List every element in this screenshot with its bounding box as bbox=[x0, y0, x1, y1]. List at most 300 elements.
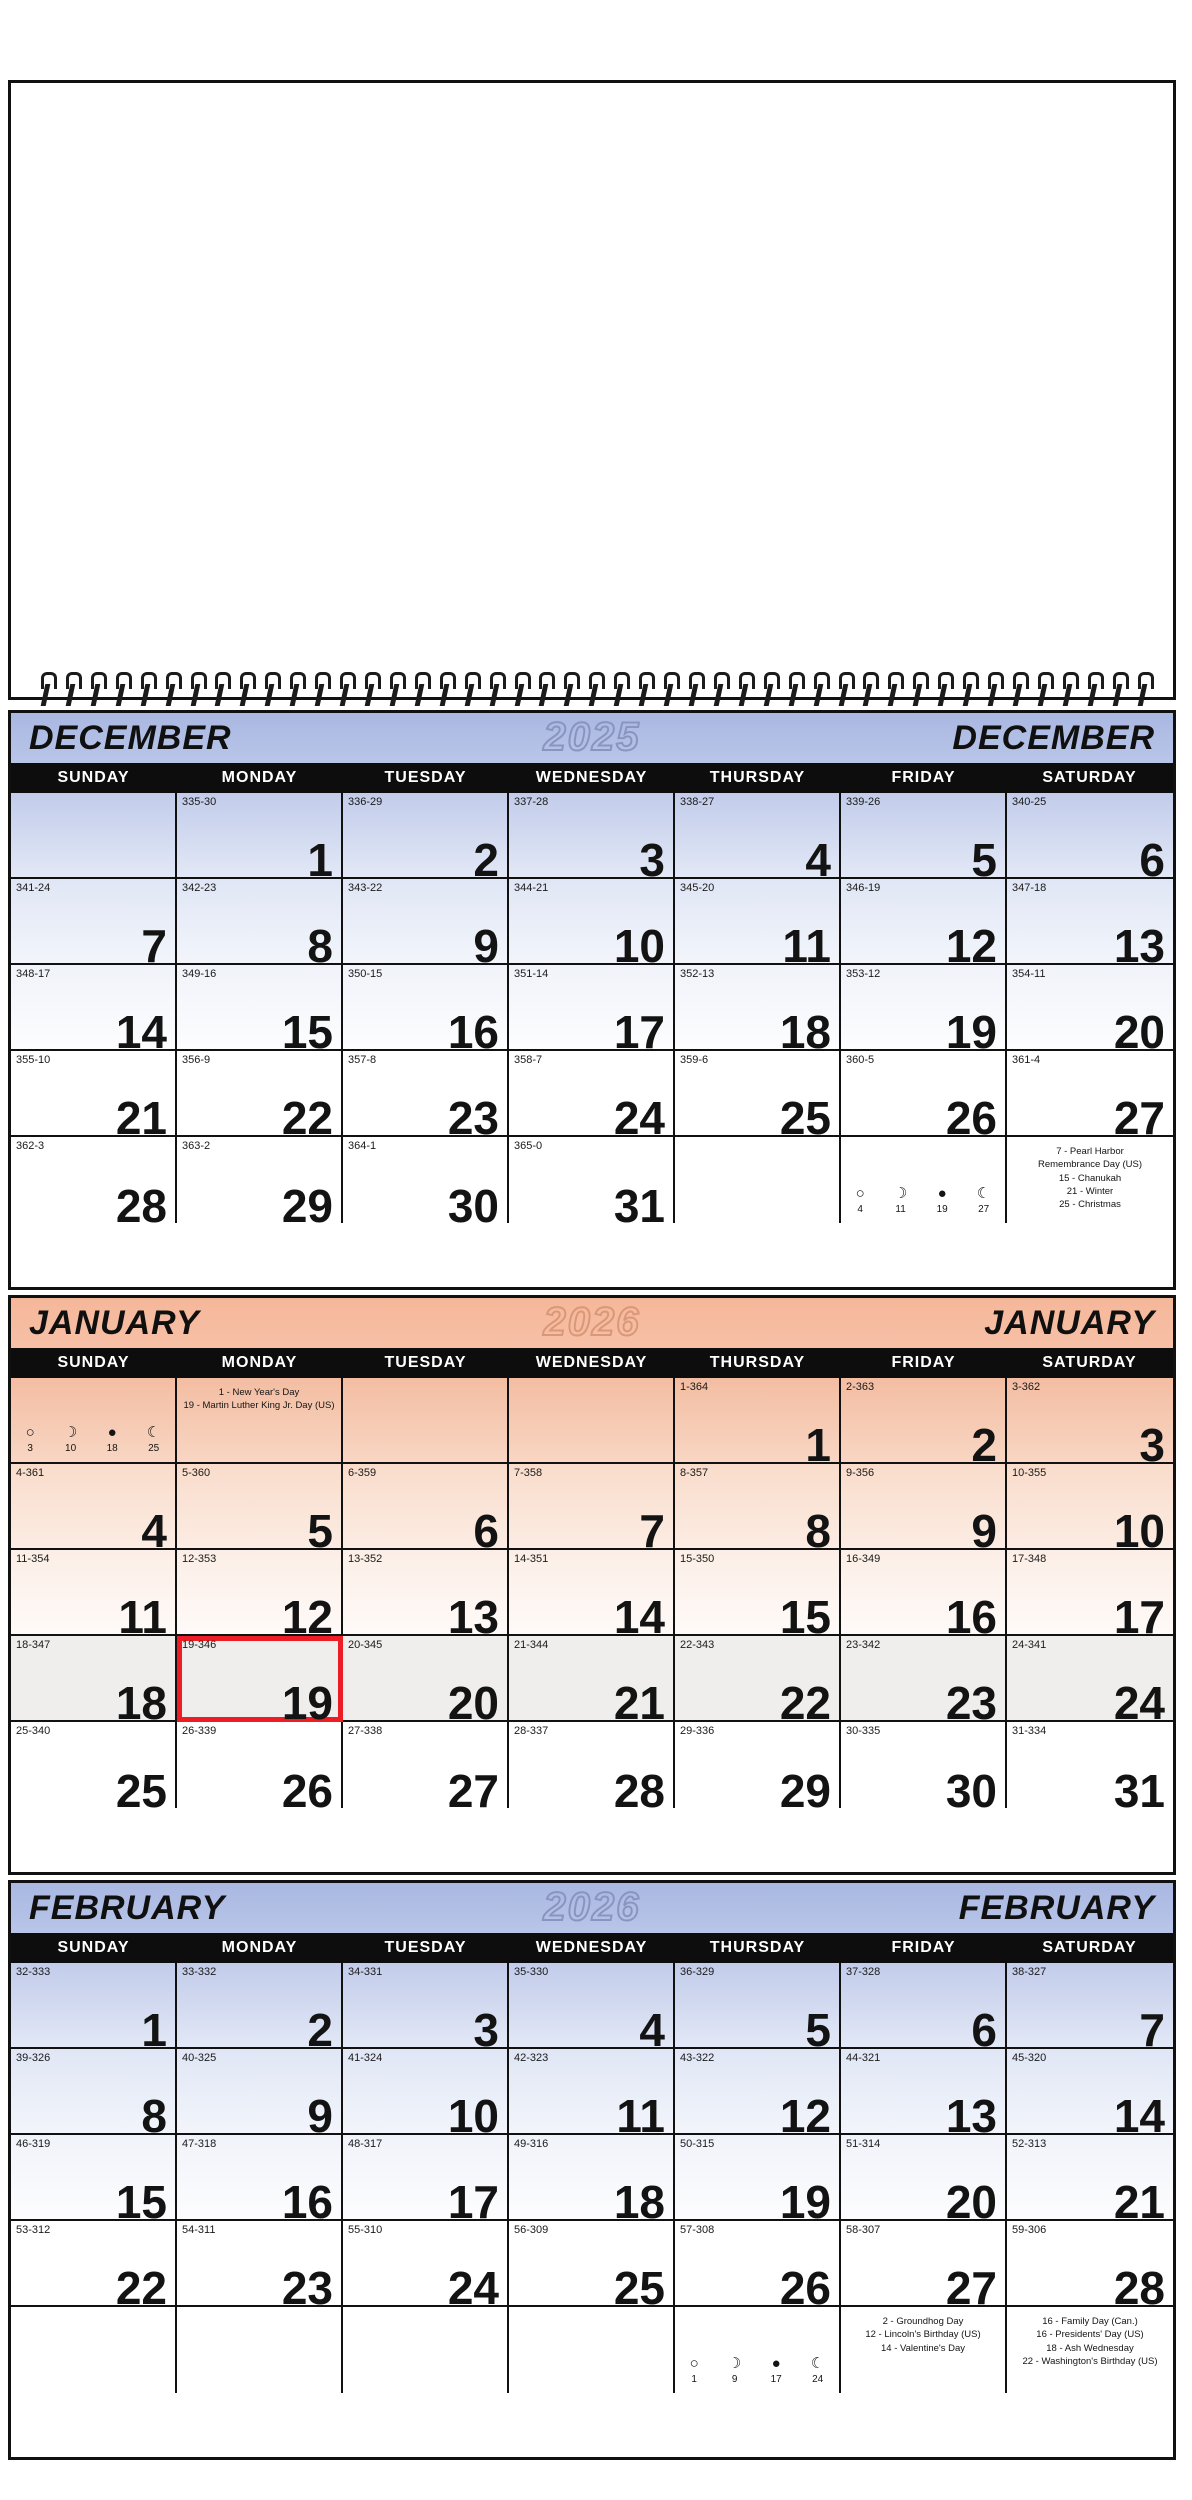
day-number: 10 bbox=[447, 2090, 499, 2135]
day-cell[interactable] bbox=[841, 1378, 1007, 1464]
moon-phase-icon: ☽ bbox=[893, 1185, 908, 1202]
day-number: 31 bbox=[613, 1180, 665, 1223]
julian-date-label: 37-328 bbox=[846, 1966, 881, 1978]
day-cell[interactable] bbox=[675, 1464, 841, 1550]
julian-date-label: 365-0 bbox=[514, 1140, 543, 1152]
day-cell[interactable] bbox=[841, 2221, 1007, 2307]
day-cell[interactable] bbox=[1007, 1550, 1173, 1636]
julian-date-label: 55-310 bbox=[348, 2224, 383, 2236]
spiral-coil-icon bbox=[962, 672, 975, 706]
spiral-coil-icon bbox=[987, 672, 1000, 706]
moon-phase-icon: ○ bbox=[689, 2355, 699, 2372]
day-cell[interactable] bbox=[675, 1378, 841, 1464]
julian-date-label: 35-330 bbox=[514, 1966, 549, 1978]
day-number: 1 bbox=[805, 1419, 831, 1464]
day-cell[interactable] bbox=[509, 1137, 675, 1223]
day-number: 20 bbox=[945, 2176, 997, 2221]
day-cell[interactable] bbox=[343, 965, 509, 1051]
julian-date-label: 2-363 bbox=[846, 1381, 875, 1393]
spiral-coil-icon bbox=[489, 672, 502, 706]
weekday-header-wednesday: WEDNESDAY bbox=[509, 763, 675, 793]
day-cell[interactable] bbox=[343, 2221, 509, 2307]
spiral-coil-icon bbox=[514, 672, 527, 706]
day-cell[interactable] bbox=[1007, 965, 1173, 1051]
day-cell[interactable] bbox=[509, 1722, 675, 1808]
spiral-coil-icon bbox=[813, 672, 826, 706]
day-number: 4 bbox=[639, 2004, 665, 2049]
day-cell[interactable] bbox=[1007, 1722, 1173, 1808]
moon-phase-item bbox=[856, 1186, 865, 1215]
day-number: 5 bbox=[307, 1505, 333, 1550]
day-number: 21 bbox=[1113, 2176, 1165, 2221]
weekday-header-thursday: THURSDAY bbox=[675, 1348, 841, 1378]
moon-phase-item bbox=[107, 1425, 118, 1454]
info-cell bbox=[675, 1137, 841, 1223]
julian-date-label: 362-3 bbox=[16, 1140, 45, 1152]
day-number: 3 bbox=[473, 2004, 499, 2049]
day-cell[interactable] bbox=[1007, 2221, 1173, 2307]
day-cell[interactable] bbox=[177, 965, 343, 1051]
day-cell[interactable] bbox=[11, 2221, 177, 2307]
day-number: 21 bbox=[115, 1092, 167, 1137]
julian-date-label: 58-307 bbox=[846, 2224, 881, 2236]
month-name-left: FEBRUARY bbox=[29, 1888, 226, 1927]
julian-date-label: 49-316 bbox=[514, 2138, 549, 2150]
day-number: 22 bbox=[281, 1092, 333, 1137]
day-number: 28 bbox=[1113, 2262, 1165, 2307]
day-number: 10 bbox=[613, 920, 665, 965]
day-number: 8 bbox=[141, 2090, 167, 2135]
julian-date-label: 46-319 bbox=[16, 2138, 51, 2150]
day-number: 13 bbox=[447, 1591, 499, 1636]
day-cell[interactable] bbox=[675, 879, 841, 965]
day-cell[interactable] bbox=[1007, 1963, 1173, 2049]
month-block-february bbox=[8, 1880, 1176, 2460]
spiral-coil-icon bbox=[464, 672, 477, 706]
moon-phase-day: 27 bbox=[978, 1204, 990, 1215]
day-number: 4 bbox=[141, 1505, 167, 1550]
holiday-note: 1 - New Year's Day 19 - Martin Luther King Jr. Day (US) bbox=[183, 1387, 335, 1412]
moon-phase-day: 24 bbox=[812, 2374, 824, 2385]
day-cell[interactable] bbox=[675, 2135, 841, 2221]
julian-date-label: 40-325 bbox=[182, 2052, 217, 2064]
spiral-coil-icon bbox=[862, 672, 875, 706]
julian-date-label: 13-352 bbox=[348, 1553, 383, 1565]
julian-date-label: 349-16 bbox=[182, 968, 217, 980]
day-number: 3 bbox=[639, 834, 665, 879]
julian-date-label: 6-359 bbox=[348, 1467, 377, 1479]
day-number: 25 bbox=[779, 1092, 831, 1137]
day-number: 11 bbox=[118, 1591, 167, 1636]
info-cell bbox=[509, 2307, 675, 2393]
day-cell[interactable] bbox=[1007, 2135, 1173, 2221]
month-block-january bbox=[8, 1295, 1176, 1875]
weekday-header-tuesday: TUESDAY bbox=[343, 1933, 509, 1963]
moon-phase-item bbox=[147, 1425, 160, 1454]
julian-date-label: 353-12 bbox=[846, 968, 881, 980]
day-cell[interactable] bbox=[177, 2221, 343, 2307]
day-cell[interactable] bbox=[11, 2135, 177, 2221]
julian-date-label: 345-20 bbox=[680, 882, 715, 894]
day-cell[interactable] bbox=[11, 1051, 177, 1137]
julian-date-label: 339-26 bbox=[846, 796, 881, 808]
day-cell[interactable] bbox=[841, 1550, 1007, 1636]
moon-phase-row bbox=[11, 1425, 175, 1454]
spiral-coil-icon bbox=[638, 672, 651, 706]
weekday-header-wednesday: WEDNESDAY bbox=[509, 1348, 675, 1378]
moon-phase-day: 17 bbox=[770, 2374, 782, 2385]
moon-phase-item bbox=[728, 2356, 741, 2385]
day-cell[interactable] bbox=[177, 879, 343, 965]
julian-date-label: 48-317 bbox=[348, 2138, 383, 2150]
moon-phase-day: 25 bbox=[148, 1443, 160, 1454]
day-cell[interactable] bbox=[343, 1137, 509, 1223]
day-cell[interactable] bbox=[509, 1550, 675, 1636]
day-number: 29 bbox=[779, 1765, 831, 1808]
day-cell[interactable] bbox=[11, 965, 177, 1051]
weekday-header-wednesday: WEDNESDAY bbox=[509, 1933, 675, 1963]
day-number: 17 bbox=[447, 2176, 499, 2221]
month-name-right: DECEMBER bbox=[952, 718, 1155, 757]
day-number: 23 bbox=[447, 1092, 499, 1137]
moon-phase-icon: ● bbox=[937, 1185, 947, 1202]
julian-date-label: 27-338 bbox=[348, 1725, 383, 1737]
day-cell[interactable] bbox=[343, 1550, 509, 1636]
julian-date-label: 20-345 bbox=[348, 1639, 383, 1651]
day-cell[interactable] bbox=[841, 965, 1007, 1051]
day-cell[interactable] bbox=[509, 2221, 675, 2307]
day-cell[interactable] bbox=[675, 793, 841, 879]
day-number: 17 bbox=[1113, 1591, 1165, 1636]
day-cell[interactable] bbox=[841, 1636, 1007, 1722]
moon-phase-icon: ● bbox=[107, 1424, 117, 1441]
day-number: 2 bbox=[473, 834, 499, 879]
day-number: 23 bbox=[945, 1677, 997, 1722]
day-cell[interactable] bbox=[841, 1963, 1007, 2049]
spiral-coil-icon bbox=[887, 672, 900, 706]
day-number: 6 bbox=[971, 2004, 997, 2049]
day-cell[interactable] bbox=[11, 2049, 177, 2135]
spiral-coil-icon bbox=[563, 672, 576, 706]
day-number: 19 bbox=[779, 2176, 831, 2221]
day-number: 3 bbox=[1139, 1419, 1165, 1464]
moon-phase-day: 1 bbox=[691, 2374, 697, 2385]
weeks-grid bbox=[11, 793, 1173, 1223]
julian-date-label: 364-1 bbox=[348, 1140, 377, 1152]
day-cell[interactable] bbox=[1007, 2049, 1173, 2135]
julian-date-label: 25-340 bbox=[16, 1725, 51, 1737]
month-title-band-december bbox=[11, 713, 1173, 763]
julian-date-label: 16-349 bbox=[846, 1553, 881, 1565]
day-number: 16 bbox=[447, 1006, 499, 1051]
day-cell[interactable] bbox=[11, 1963, 177, 2049]
month-name-right: FEBRUARY bbox=[958, 1888, 1155, 1927]
julian-date-label: 34-331 bbox=[348, 1966, 383, 1978]
spiral-coil-icon bbox=[90, 672, 103, 706]
julian-date-label: 18-347 bbox=[16, 1639, 51, 1651]
julian-date-label: 47-318 bbox=[182, 2138, 217, 2150]
day-cell[interactable] bbox=[343, 879, 509, 965]
day-number: 25 bbox=[613, 2262, 665, 2307]
day-cell[interactable] bbox=[841, 793, 1007, 879]
spiral-coil-icon bbox=[1012, 672, 1025, 706]
day-cell[interactable] bbox=[177, 793, 343, 879]
month-year-label: 2026 bbox=[543, 1885, 641, 1929]
spiral-coil-icon bbox=[738, 672, 751, 706]
moon-phase-day: 11 bbox=[895, 1204, 906, 1215]
moon-phase-icon: ● bbox=[771, 2355, 781, 2372]
day-cell[interactable] bbox=[841, 1464, 1007, 1550]
julian-date-label: 50-315 bbox=[680, 2138, 715, 2150]
weekday-header-row bbox=[11, 763, 1173, 793]
julian-date-label: 341-24 bbox=[16, 882, 51, 894]
day-cell[interactable] bbox=[177, 2049, 343, 2135]
day-cell[interactable] bbox=[1007, 1636, 1173, 1722]
day-cell[interactable] bbox=[343, 2049, 509, 2135]
day-number: 8 bbox=[307, 920, 333, 965]
day-number: 28 bbox=[613, 1765, 665, 1808]
day-cell[interactable] bbox=[1007, 1464, 1173, 1550]
day-cell[interactable] bbox=[509, 2135, 675, 2221]
day-cell[interactable] bbox=[675, 1722, 841, 1808]
day-number: 13 bbox=[1113, 920, 1165, 965]
day-cell[interactable] bbox=[343, 2135, 509, 2221]
weekday-header-saturday: SATURDAY bbox=[1007, 1348, 1173, 1378]
julian-date-label: 24-341 bbox=[1012, 1639, 1047, 1651]
spiral-coil-icon bbox=[65, 672, 78, 706]
spiral-coil-icon bbox=[289, 672, 302, 706]
julian-date-label: 5-360 bbox=[182, 1467, 211, 1479]
julian-date-label: 11-354 bbox=[16, 1553, 50, 1565]
moon-phase-day: 3 bbox=[27, 1443, 33, 1454]
month-name-left: JANUARY bbox=[29, 1303, 200, 1342]
julian-date-label: 38-327 bbox=[1012, 1966, 1047, 1978]
day-cell[interactable] bbox=[675, 1550, 841, 1636]
moon-phase-item bbox=[690, 2356, 699, 2385]
day-cell[interactable] bbox=[509, 1963, 675, 2049]
julian-date-label: 42-323 bbox=[514, 2052, 549, 2064]
day-number: 26 bbox=[945, 1092, 997, 1137]
day-cell[interactable] bbox=[675, 965, 841, 1051]
weekday-header-saturday: SATURDAY bbox=[1007, 1933, 1173, 1963]
day-number: 1 bbox=[141, 2004, 167, 2049]
day-cell[interactable] bbox=[177, 1550, 343, 1636]
day-number: 1 bbox=[307, 834, 333, 879]
moon-phase-item bbox=[977, 1186, 990, 1215]
day-cell[interactable] bbox=[343, 1963, 509, 2049]
spiral-coil-icon bbox=[1137, 672, 1150, 706]
day-number: 6 bbox=[1139, 834, 1165, 879]
day-cell[interactable] bbox=[509, 1636, 675, 1722]
day-cell[interactable] bbox=[177, 1137, 343, 1223]
month-block-december bbox=[8, 710, 1176, 1290]
day-number: 24 bbox=[613, 1092, 665, 1137]
day-number: 7 bbox=[1139, 2004, 1165, 2049]
julian-date-label: 31-334 bbox=[1012, 1725, 1047, 1737]
day-cell[interactable] bbox=[509, 1051, 675, 1137]
month-name-right: JANUARY bbox=[984, 1303, 1155, 1342]
day-cell[interactable] bbox=[1007, 879, 1173, 965]
spiral-coil-icon bbox=[1062, 672, 1075, 706]
day-number: 11 bbox=[616, 2090, 665, 2135]
weekday-header-friday: FRIDAY bbox=[841, 1348, 1007, 1378]
spiral-coil-icon bbox=[588, 672, 601, 706]
day-number: 18 bbox=[779, 1006, 831, 1051]
moon-phase-item bbox=[26, 1425, 35, 1454]
month-year-label: 2026 bbox=[543, 1300, 641, 1344]
day-cell[interactable] bbox=[177, 1464, 343, 1550]
day-number: 16 bbox=[281, 2176, 333, 2221]
day-cell[interactable] bbox=[11, 879, 177, 965]
spiral-coil-icon bbox=[190, 672, 203, 706]
weekday-header-sunday: SUNDAY bbox=[11, 1933, 177, 1963]
info-cell bbox=[675, 2307, 841, 2393]
julian-date-label: 56-309 bbox=[514, 2224, 549, 2236]
day-cell[interactable] bbox=[509, 965, 675, 1051]
day-number: 12 bbox=[281, 1591, 333, 1636]
day-cell[interactable] bbox=[343, 793, 509, 879]
julian-date-label: 7-358 bbox=[514, 1467, 543, 1479]
weekday-header-sunday: SUNDAY bbox=[11, 1348, 177, 1378]
day-number: 20 bbox=[447, 1677, 499, 1722]
julian-date-label: 342-23 bbox=[182, 882, 217, 894]
julian-date-label: 57-308 bbox=[680, 2224, 715, 2236]
day-number: 5 bbox=[971, 834, 997, 879]
spiral-coil-icon bbox=[937, 672, 950, 706]
spiral-coil-icon bbox=[439, 672, 452, 706]
spiral-coil-icon bbox=[713, 672, 726, 706]
julian-date-label: 360-5 bbox=[846, 1054, 875, 1066]
julian-date-label: 347-18 bbox=[1012, 882, 1047, 894]
day-cell[interactable] bbox=[675, 1636, 841, 1722]
julian-date-label: 350-15 bbox=[348, 968, 383, 980]
spiral-coil-icon bbox=[688, 672, 701, 706]
julian-date-label: 51-314 bbox=[846, 2138, 881, 2150]
julian-date-label: 45-320 bbox=[1012, 2052, 1047, 2064]
day-cell[interactable] bbox=[11, 1550, 177, 1636]
day-number: 2 bbox=[971, 1419, 997, 1464]
moon-phase-row bbox=[675, 2356, 839, 2385]
day-cell[interactable] bbox=[343, 1636, 509, 1722]
weekday-header-monday: MONDAY bbox=[177, 1348, 343, 1378]
day-number: 27 bbox=[945, 2262, 997, 2307]
day-cell[interactable] bbox=[1007, 1051, 1173, 1137]
day-cell[interactable] bbox=[177, 1722, 343, 1808]
day-cell[interactable] bbox=[177, 1051, 343, 1137]
day-number: 22 bbox=[115, 2262, 167, 2307]
day-cell[interactable] bbox=[841, 1722, 1007, 1808]
day-number: 25 bbox=[115, 1765, 167, 1808]
day-cell[interactable] bbox=[675, 1963, 841, 2049]
julian-date-label: 23-342 bbox=[846, 1639, 881, 1651]
day-cell[interactable] bbox=[1007, 1378, 1173, 1464]
day-number: 6 bbox=[473, 1505, 499, 1550]
julian-date-label: 344-21 bbox=[514, 882, 549, 894]
day-number: 21 bbox=[613, 1677, 665, 1722]
day-number: 13 bbox=[945, 2090, 997, 2135]
day-cell[interactable] bbox=[509, 2049, 675, 2135]
spiral-coil-icon bbox=[40, 672, 53, 706]
day-cell[interactable] bbox=[841, 879, 1007, 965]
day-cell[interactable] bbox=[841, 2135, 1007, 2221]
moon-phase-icon: ☾ bbox=[146, 1424, 161, 1441]
day-cell[interactable] bbox=[675, 1051, 841, 1137]
info-cell bbox=[177, 1378, 343, 1464]
month-year-label: 2025 bbox=[543, 715, 641, 759]
day-cell[interactable] bbox=[509, 1464, 675, 1550]
day-number: 2 bbox=[307, 2004, 333, 2049]
day-cell[interactable] bbox=[1007, 793, 1173, 879]
julian-date-label: 351-14 bbox=[514, 968, 549, 980]
moon-phase-day: 18 bbox=[106, 1443, 118, 1454]
weekday-header-thursday: THURSDAY bbox=[675, 1933, 841, 1963]
spiral-coil-icon bbox=[1087, 672, 1100, 706]
julian-date-label: 26-339 bbox=[182, 1725, 217, 1737]
month-name-left: DECEMBER bbox=[29, 718, 232, 757]
info-cell bbox=[1007, 1137, 1173, 1223]
spiral-coil-icon bbox=[1112, 672, 1125, 706]
spiral-coil-icon bbox=[364, 672, 377, 706]
day-cell[interactable] bbox=[177, 1636, 343, 1722]
spiral-coil-icon bbox=[538, 672, 551, 706]
day-cell[interactable] bbox=[11, 1636, 177, 1722]
day-cell[interactable] bbox=[343, 1722, 509, 1808]
day-cell[interactable] bbox=[841, 2049, 1007, 2135]
day-cell[interactable] bbox=[509, 793, 675, 879]
day-number: 15 bbox=[281, 1006, 333, 1051]
day-cell[interactable] bbox=[11, 1722, 177, 1808]
info-cell bbox=[11, 2307, 177, 2393]
day-cell[interactable] bbox=[841, 1051, 1007, 1137]
moon-phase-icon: ☾ bbox=[810, 2355, 825, 2372]
weekday-header-tuesday: TUESDAY bbox=[343, 763, 509, 793]
day-cell[interactable] bbox=[675, 2221, 841, 2307]
day-number: 12 bbox=[779, 2090, 831, 2135]
day-cell[interactable] bbox=[177, 1963, 343, 2049]
julian-date-label: 17-348 bbox=[1012, 1553, 1047, 1565]
spiral-coil-icon bbox=[788, 672, 801, 706]
julian-date-label: 12-353 bbox=[182, 1553, 217, 1565]
day-cell[interactable] bbox=[177, 2135, 343, 2221]
moon-phase-icon: ○ bbox=[855, 1185, 865, 1202]
moon-phase-day: 10 bbox=[65, 1443, 77, 1454]
day-cell[interactable] bbox=[509, 879, 675, 965]
julian-date-label: 348-17 bbox=[16, 968, 51, 980]
julian-date-label: 14-351 bbox=[514, 1553, 549, 1565]
julian-date-label: 22-343 bbox=[680, 1639, 715, 1651]
info-cell bbox=[343, 1378, 509, 1464]
weekday-header-sunday: SUNDAY bbox=[11, 763, 177, 793]
spiral-coil-icon bbox=[115, 672, 128, 706]
day-number: 26 bbox=[281, 1765, 333, 1808]
day-cell[interactable] bbox=[675, 2049, 841, 2135]
julian-date-label: 3-362 bbox=[1012, 1381, 1041, 1393]
moon-phase-day: 19 bbox=[936, 1204, 948, 1215]
julian-date-label: 52-313 bbox=[1012, 2138, 1047, 2150]
day-cell[interactable] bbox=[343, 1464, 509, 1550]
day-number: 17 bbox=[613, 1006, 665, 1051]
spiral-coil-icon bbox=[763, 672, 776, 706]
spiral-coil-icon bbox=[1037, 672, 1050, 706]
day-cell[interactable] bbox=[11, 1464, 177, 1550]
julian-date-label: 337-28 bbox=[514, 796, 549, 808]
day-cell[interactable] bbox=[343, 1051, 509, 1137]
weeks-grid bbox=[11, 1378, 1173, 1808]
spiral-coil-icon bbox=[613, 672, 626, 706]
day-cell[interactable] bbox=[11, 1137, 177, 1223]
julian-date-label: 53-312 bbox=[16, 2224, 51, 2236]
spiral-coil-icon bbox=[339, 672, 352, 706]
